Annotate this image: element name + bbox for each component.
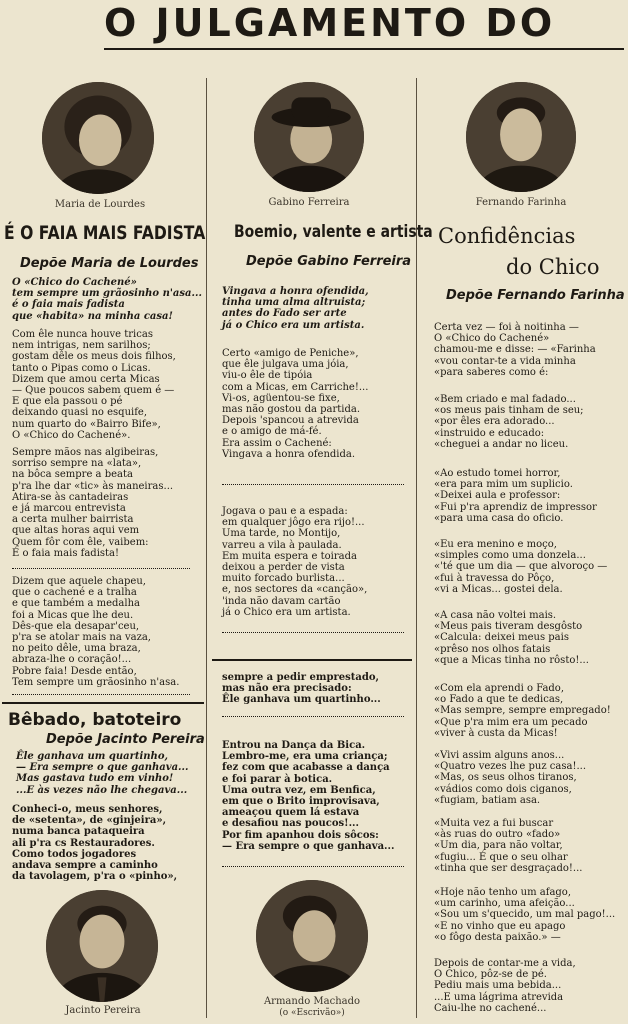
section-byline: Depõe Jacinto Pereira <box>46 732 205 747</box>
verse-line: «para uma casa do oficio. <box>434 512 564 524</box>
verse-line: ...E às vezes não lhe chegava... <box>16 784 188 796</box>
dotted-separator <box>222 632 404 633</box>
verse-line: deixando quasi no esquife, <box>12 407 147 419</box>
stanza <box>434 818 582 874</box>
verse-line: «Eu era menino e moço, <box>434 539 557 550</box>
verse-line: «Que p'ra mim era um pecado <box>434 716 588 728</box>
portrait-caption: Maria de Lourdes <box>54 199 146 210</box>
verse-line: ali p'ra cs Restauradores. <box>12 837 155 849</box>
verse-line: Em muita espera e toirada <box>222 550 357 562</box>
dotted-separator <box>222 484 404 485</box>
gabino-ferreira-portrait <box>254 82 364 192</box>
verse-line: «Vivi assim alguns anos... <box>434 750 565 761</box>
armando-machado-portrait <box>256 880 368 992</box>
verse-line: que o cachené e a tralha <box>12 587 137 599</box>
verse-line: Quem fôr com êle, vaibem: <box>12 536 149 548</box>
verse-line: «Um dia, para não voltar, <box>434 840 563 852</box>
column-divider-left <box>206 78 207 1018</box>
verse-line: Era assim o Cachené: <box>222 437 332 449</box>
verse-line: nem intrigas, nem sarilhos; <box>12 340 151 352</box>
verse-line: p'ra lhe dar «tic» às maneiras... <box>12 480 174 492</box>
verse-line: «vádios como dois ciganos, <box>434 783 572 795</box>
stanza <box>434 468 597 524</box>
verse-line: é o faia mais fadista <box>12 299 125 311</box>
verse-line: já o Chico era um artista. <box>222 319 365 331</box>
verse-line: Conheci-o, meus senhores, <box>12 804 163 815</box>
verse-line: Como todos jogadores <box>12 848 137 860</box>
verse-line: numa banca pataqueira <box>12 826 145 838</box>
verse-line: Lembro-me, era uma criança; <box>222 751 388 763</box>
verse-line: tinha uma alma altruista; <box>222 297 366 309</box>
stanza <box>222 740 395 852</box>
jacinto-pereira-portrait <box>46 890 158 1002</box>
verse-line: Caiu-lhe no cachené... <box>434 1002 547 1014</box>
verse-line: e que também a medalha <box>12 598 140 610</box>
verse-line: É o faia mais fadista! <box>12 547 120 559</box>
stanza <box>434 750 586 806</box>
verse-line: e o amigo de má-fé. <box>222 426 322 438</box>
verse-line: Entrou na Dança da Bica. <box>222 740 366 751</box>
verse-line: Pobre faia! Desde então, <box>12 665 137 677</box>
verse-line: Certo «amigo de Peniche», <box>222 348 359 359</box>
verse-line: e, nos sectores da «canção», <box>222 584 368 596</box>
stanza <box>222 506 367 618</box>
verse-line: Vi-os, agüentou-se fixe, <box>222 392 340 404</box>
verse-line: de «setenta», de «ginjeira», <box>12 815 167 827</box>
verse-line: no peito dêle, uma braza, <box>12 643 141 655</box>
verse-line: que êle julgava uma jóia, <box>222 359 349 371</box>
verse-line: «E no vinho que eu apago <box>434 920 566 932</box>
verse-line: Atira-se às cantadeiras <box>12 491 129 503</box>
verse-line: chamou-me e disse: — «Farinha <box>434 344 596 356</box>
verse-line: «vou contar-te a vida minha <box>434 355 576 367</box>
verse-line: «cheguei a andar no liceu. <box>434 438 569 450</box>
verse-line: «fugiam, batiam asa. <box>434 794 541 806</box>
stanza <box>434 322 596 378</box>
verse-line: Depois 'spancou a atrevida <box>222 415 359 427</box>
verse-line: «instruido e educado: <box>434 427 545 439</box>
verse-line: tanto o Pipas como o Licas. <box>12 362 151 374</box>
verse-line: «Calcula: deixei meus pais <box>434 632 569 644</box>
verse-line: Depois de contar-me a vida, <box>434 958 576 969</box>
verse-line: «às ruas do outro «fado» <box>434 829 561 841</box>
verse-line: mas não gostou da partida. <box>222 404 361 416</box>
article-byline: Depõe Maria de Lourdes <box>20 256 199 271</box>
section-rule <box>2 702 204 704</box>
portrait-caption: Fernando Farinha <box>475 197 567 208</box>
stanza <box>12 576 179 688</box>
verse-line: «Fui p'ra aprendiz de impressor <box>434 501 597 513</box>
verse-line: num quarto do «Bairro Bife», <box>12 418 161 430</box>
stanza <box>222 286 369 331</box>
verse-line: «Deixei aula e professor: <box>434 490 561 502</box>
dotted-separator <box>12 694 190 695</box>
verse-line: «Muita vez a fui buscar <box>434 818 554 829</box>
verse-line: sempre a pedir emprestado, <box>222 672 379 683</box>
verse-line: Vingava a honra ofendida. <box>222 448 356 460</box>
verse-line: — Era sempre o que ganhava... <box>16 762 189 774</box>
verse-line: e desafiou nas poucos!... <box>222 818 360 830</box>
verse-line: 'inda não davam cartão <box>222 595 341 607</box>
verse-line: «'té que um dia — que alvoroço — <box>434 561 608 573</box>
verse-line: O «Chico do Cachené» <box>12 277 137 288</box>
verse-line: «A casa não voltei mais. <box>434 610 557 621</box>
verse-line: «Mas, os seus olhos tiranos, <box>434 772 577 784</box>
verse-line: deixou a perder de vista <box>222 562 345 574</box>
verse-line: que «habita» na minha casa! <box>12 310 173 322</box>
verse-line: fez com que acabasse a dança <box>222 762 390 774</box>
verse-line: Dizem que amou certa Micas <box>12 373 160 385</box>
verse-line: «era para mim um suplicio. <box>434 479 573 491</box>
article-title: Confidências <box>438 224 576 248</box>
verse-line: — Que poucos sabem quem é — <box>12 385 175 397</box>
verse-line: «tinha que ser desgraçado!... <box>434 862 583 874</box>
verse-line: «Sou um s'quecido, um mal pago!... <box>434 909 616 921</box>
verse-line: e foi parar à botica. <box>222 773 333 785</box>
verse-line: ...E uma lágrima atrevida <box>434 991 564 1003</box>
verse-line: «viver à custa da Micas! <box>434 727 558 739</box>
article-title-line2: do Chico <box>506 255 600 279</box>
column-divider-right <box>416 78 417 1018</box>
dotted-separator <box>222 716 404 717</box>
verse-line: — Era sempre o que ganhava... <box>222 840 395 852</box>
verse-line: «prêso nos olhos fatais <box>434 643 551 655</box>
verse-line: «Bem criado e mal fadado... <box>434 394 576 405</box>
verse-line: antes do Fado ser arte <box>222 308 347 320</box>
stanza <box>434 958 576 1014</box>
verse-line: andava sempre a caminho <box>12 860 158 872</box>
section-title: Bêbado, batoteiro <box>8 710 182 730</box>
verse-line: Tem sempre um grãosinho n'asa. <box>12 676 180 688</box>
portrait-caption: Gabino Ferreira <box>268 197 350 208</box>
verse-line: «Com ela aprendi o Fado, <box>434 683 565 694</box>
article-title: É O FAIA MAIS FADISTA <box>4 222 206 244</box>
verse-line: O Chico, pôz-se de pé. <box>434 969 547 981</box>
dotted-separator <box>12 568 190 569</box>
portrait-caption: Armando Machado <box>263 996 361 1007</box>
verse-line: «Hoje não tenho um afago, <box>434 887 572 898</box>
verse-line: foi a Micas que lhe deu. <box>12 609 134 621</box>
verse-line: abraza-lhe o coração!... <box>12 654 132 666</box>
article-byline: Depõe Fernando Farinha <box>446 288 625 303</box>
verse-line: que altas horas aqui vem <box>12 525 140 537</box>
verse-line: «um carinho, uma afeição... <box>434 898 575 910</box>
verse-line: com a Micas, em Carriche!... <box>222 381 369 393</box>
verse-line: Êle ganhava um quartinho... <box>222 694 381 706</box>
verse-line: Êle ganhava um quartinho, <box>16 751 168 762</box>
verse-line: p'ra se atolar mais na vaza, <box>12 632 151 644</box>
verse-line: Com êle nunca houve tricas <box>12 329 153 340</box>
verse-line: «para saberes como é: <box>434 366 549 378</box>
verse-line: «Ao estudo tomei horror, <box>434 468 561 479</box>
verse-line: «que a Micas tinha no rôsto!... <box>434 654 589 666</box>
verse-line: já o Chico era um artista. <box>222 606 351 618</box>
dotted-separator <box>222 866 404 867</box>
verse-line: Dês-que ela desapar'ceu, <box>12 620 140 632</box>
verse-line: muito forcado burlista... <box>222 573 345 585</box>
verse-line: O «Chico do Cachené» <box>434 333 550 345</box>
verse-line: «os meus pais tinham de seu; <box>434 405 584 417</box>
stanza <box>222 348 368 460</box>
verse-line: «Mas sempre, sempre empregado! <box>434 705 611 717</box>
stanza <box>434 610 589 666</box>
verse-line: varreu a vila à paulada. <box>222 539 342 551</box>
verse-line: «por êles era adorado... <box>434 416 555 428</box>
stanza <box>12 447 173 559</box>
verse-line: e já marcou entrevista <box>12 503 126 515</box>
verse-line: Certa vez — foi à noitinha — <box>434 322 579 333</box>
verse-line: gostam dêle os meus dois filhos, <box>12 351 176 363</box>
verse-line: na bôca sempre a beata <box>12 469 133 481</box>
verse-line: O «Chico do Cachené». <box>12 429 131 441</box>
masthead-title: O JULGAMENTO DO <box>104 1 556 45</box>
masthead-rule <box>104 48 624 50</box>
verse-line: «o Fado a que te dedicas, <box>434 694 564 706</box>
stanza <box>12 329 176 441</box>
verse-line: ameaçou quem lá estava <box>222 807 360 819</box>
maria-de-lourdes-portrait <box>42 82 154 194</box>
verse-line: Sempre mãos nas algibeiras, <box>12 447 159 458</box>
verse-line: a certa mulher bairrista <box>12 514 134 526</box>
verse-line: Uma outra vez, em Benfica, <box>222 784 376 796</box>
verse-line: Pediu mais uma bebida... <box>434 980 562 992</box>
stanza <box>16 751 189 796</box>
verse-line: Jogava o pau e a espada: <box>222 506 348 517</box>
stanza <box>12 804 177 882</box>
verse-line: Vingava a honra ofendida, <box>222 286 369 297</box>
portrait-caption-sub: (o «Escrivão») <box>279 1008 345 1018</box>
verse-line: Uma tarde, no Montijo, <box>222 528 341 540</box>
verse-line: E que ela passou o pé <box>12 396 123 408</box>
verse-line: Dizem que aquele chapeu, <box>12 576 146 587</box>
verse-line: «o fôgo desta paixão.» — <box>434 931 561 943</box>
verse-line: «fugiu... É que o seu olhar <box>434 851 568 863</box>
verse-line: da tavolagem, p'ra o «pinho», <box>12 871 178 883</box>
section-rule <box>212 659 412 661</box>
stanza <box>434 887 615 943</box>
verse-line: Por fim apanhou dois sôcos: <box>222 829 379 841</box>
verse-line: «Meus pais tiveram desgôsto <box>434 621 583 633</box>
verse-line: mas não era precisado: <box>222 683 352 695</box>
portrait-caption: Jacinto Pereira <box>65 1005 141 1016</box>
verse-line: Mas gastava tudo em vinho! <box>16 773 174 785</box>
verse-line: sorriso sempre na «lata», <box>12 458 142 470</box>
verse-line: «Quatro vezes lhe puz casa!... <box>434 761 587 773</box>
stanza <box>12 277 202 322</box>
fernando-farinha-portrait <box>466 82 576 192</box>
article-byline: Depõe Gabino Ferreira <box>246 254 412 269</box>
verse-line: «fui à travessa do Pôço, <box>434 572 555 584</box>
verse-line: em que o Brito improvisava, <box>222 796 380 808</box>
stanza <box>222 672 381 706</box>
stanza <box>434 394 584 450</box>
verse-line: «simples como uma donzela... <box>434 550 586 562</box>
verse-line: tem sempre um grãosinho n'asa... <box>12 288 202 300</box>
verse-line: em qualquer jôgo era rijo!... <box>222 517 365 529</box>
verse-line: «vi a Micas... gostei dela. <box>434 583 563 595</box>
stanza <box>434 683 611 739</box>
stanza <box>434 539 607 595</box>
article-title: Boemio, valente e artista <box>234 222 433 242</box>
verse-line: viu-o êle de tipóia <box>222 370 313 382</box>
